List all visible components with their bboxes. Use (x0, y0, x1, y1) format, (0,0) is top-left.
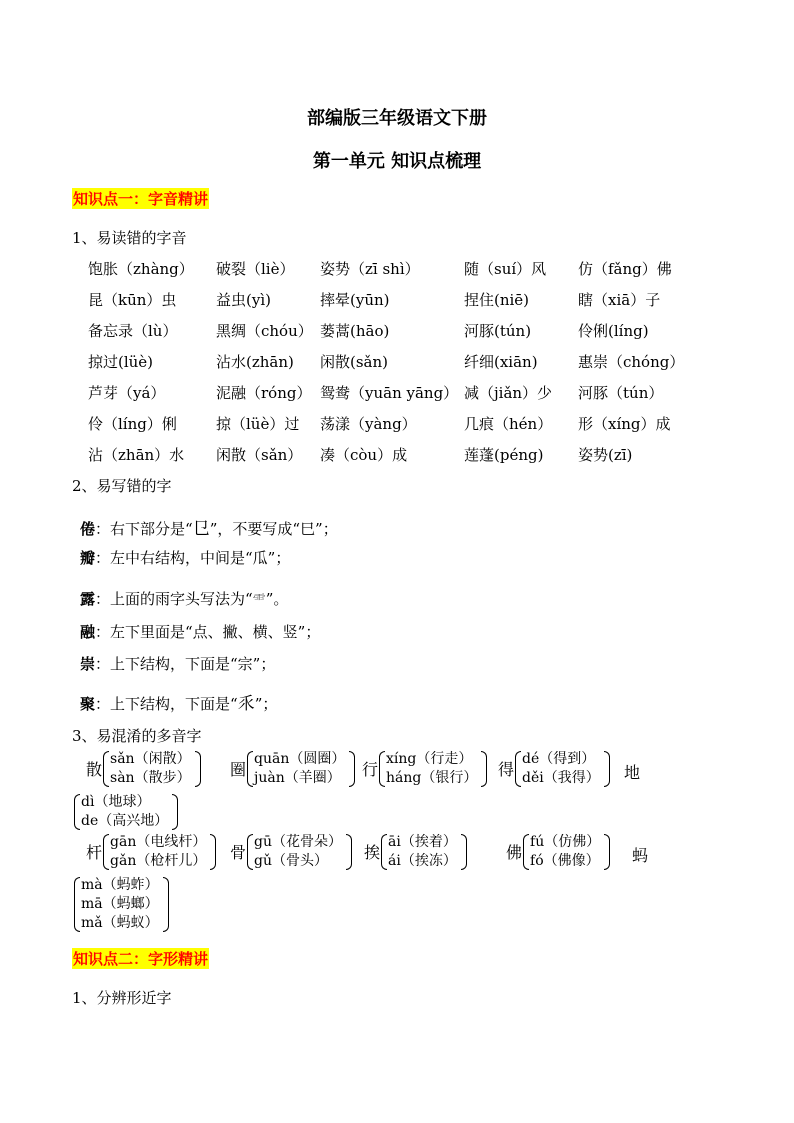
misread-word: 蒌蒿(hāo) (320, 322, 390, 340)
page-title: 部编版三年级语文下册 (307, 108, 487, 129)
polyphonic-char: 行 (362, 759, 379, 779)
page-subtitle: 第一单元 知识点梳理 (312, 151, 482, 172)
polyphonic-char: 散 (86, 759, 103, 779)
polyphonic-char: 地 (624, 763, 641, 782)
misread-word: 黑绸（chóu） (216, 322, 313, 340)
misread-word: 随（suí）风 (464, 260, 547, 278)
miswritten-char: 崇 (80, 655, 96, 673)
misread-word: 河豚(tún) (464, 322, 532, 340)
misread-word: 纤细(xiān) (464, 353, 538, 371)
misread-word: 沾水(zhān) (216, 353, 294, 371)
section-heading-pronunciation: 知识点一：字音精讲 (73, 190, 209, 208)
radical-glyph: 㔾 (192, 519, 210, 539)
right-brace (349, 751, 355, 787)
right-brace (210, 834, 216, 870)
polyphonic-char: 杆 (86, 842, 103, 862)
miswritten-char: 瓣 (80, 549, 96, 567)
left-brace (247, 751, 253, 787)
misread-word: 凑（còu）成 (320, 446, 408, 464)
misread-word: 形（xíng）成 (578, 415, 671, 433)
right-brace (163, 877, 169, 932)
polyphonic-char: 得 (498, 759, 515, 779)
misread-word: 姿势(zī) (578, 446, 633, 464)
right-brace (346, 834, 352, 870)
left-brace (74, 877, 80, 932)
section-heading-glyph: 知识点二：字形精讲 (73, 950, 209, 968)
left-brace (103, 834, 109, 870)
misread-word: 河豚（tún） (578, 384, 664, 402)
miswritten-char: 融 (80, 623, 96, 641)
right-brace (604, 751, 610, 787)
misread-word: 泥融（róng） (216, 384, 312, 402)
misread-word: 掠（lüè）过 (216, 415, 300, 433)
misread-word: 破裂（liè） (216, 260, 295, 278)
left-brace (515, 751, 521, 787)
polyphonic-char: 骨 (230, 842, 247, 862)
polyphonic-group: 佛 fú（仿佛） fó（佛像） (506, 833, 610, 871)
misread-word: 伶（líng）俐 (88, 415, 177, 433)
misread-word: 姿势（zī shì） (320, 260, 420, 278)
polyphonic-group: 骨 gū（花骨朵） gǔ（骨头） (230, 833, 352, 871)
polyphonic-group: mà（蚂蚱） mā（蚂螂） mǎ（蚂蚁） (74, 876, 169, 933)
misread-word: 饱胀（zhàng） (88, 260, 194, 278)
polyphonic-char: 挨 (364, 842, 381, 862)
miswritten-char: 倦 (80, 520, 96, 538)
left-brace (103, 751, 109, 787)
left-brace (247, 834, 253, 870)
misread-word: 莲蓬(péng) (464, 446, 544, 464)
radical-glyph: ⻗ (252, 593, 266, 608)
right-brace (172, 794, 178, 830)
misread-word: 摔晕(yūn) (320, 291, 390, 309)
misread-word: 荡漾（yàng） (320, 415, 417, 433)
polyphonic-char: 佛 (506, 842, 523, 862)
misread-word: 惠崇（chóng） (578, 353, 685, 371)
right-brace (481, 751, 487, 787)
misread-word: 捏住(niē) (464, 291, 530, 309)
miswritten-item: 倦：右下部分是“㔾”，不要写成“巳”； (80, 519, 338, 539)
miswritten-item: 瓣：左中右结构，中间是“瓜”； (80, 549, 291, 567)
subheading-polyphonic: 3、易混淆的多音字 (72, 727, 202, 745)
polyphonic-group: 行 xíng（行走） háng（银行） (362, 750, 487, 788)
left-brace (523, 834, 529, 870)
misread-word: 益虫(yì) (216, 291, 271, 309)
misread-word: 伶俐(líng) (578, 322, 649, 340)
polyphonic-group: 圈 quān（圆圈） juàn（羊圈） (230, 750, 355, 788)
misread-word: 瞎（xiā）子 (578, 291, 661, 309)
miswritten-item: 融：左下里面是“点、撇、横、竖”； (80, 623, 321, 641)
miswritten-item: 聚：上下结构，下面是“乑”； (80, 694, 278, 714)
misread-word: 芦芽（yá） (88, 384, 166, 402)
miswritten-char: 露 (80, 590, 96, 608)
miswritten-item: 崇：上下结构，下面是“宗”； (80, 655, 276, 673)
misread-word: 几痕（hén） (464, 415, 553, 433)
misread-word: 掠过(lüè) (88, 353, 154, 371)
misread-word: 闲散(sǎn) (320, 353, 389, 371)
radical-glyph: 乑 (237, 694, 255, 714)
misread-word: 沾（zhān）水 (88, 446, 185, 464)
miswritten-item: 露：上面的雨字头写法为“⻗”。 (80, 590, 289, 608)
right-brace (461, 834, 467, 870)
subheading-misread: 1、易读错的字音 (72, 229, 187, 247)
misread-word: 鸳鸯（yuān yāng） (320, 384, 459, 402)
polyphonic-char: 圈 (230, 759, 247, 779)
subheading-miswritten: 2、易写错的字 (72, 477, 172, 495)
polyphonic-char: 蚂 (632, 846, 649, 865)
polyphonic-group: 挨 āi（挨着） ái（挨冻） (364, 833, 467, 871)
polyphonic-group: 杆 gān（电线杆） gǎn（枪杆儿） (86, 833, 216, 871)
left-brace (379, 751, 385, 787)
right-brace (604, 834, 610, 870)
left-brace (74, 794, 80, 830)
subheading-similar-chars: 1、分辨形近字 (72, 989, 172, 1007)
misread-word: 昆（kūn）虫 (88, 291, 177, 309)
misread-word: 减（jiǎn）少 (464, 384, 553, 402)
polyphonic-group: dì（地球） de（高兴地） (74, 793, 178, 831)
left-brace (381, 834, 387, 870)
polyphonic-group: 得 dé（得到） děi（我得） (498, 750, 610, 788)
right-brace (195, 751, 201, 787)
misread-word: 闲散（sǎn） (216, 446, 303, 464)
misread-word: 备忘录（lù） (88, 322, 178, 340)
polyphonic-group: 散 sǎn（闲散） sàn（散步） (86, 750, 201, 788)
miswritten-char: 聚 (80, 695, 96, 713)
misread-word: 仿（fǎng）佛 (578, 260, 672, 278)
